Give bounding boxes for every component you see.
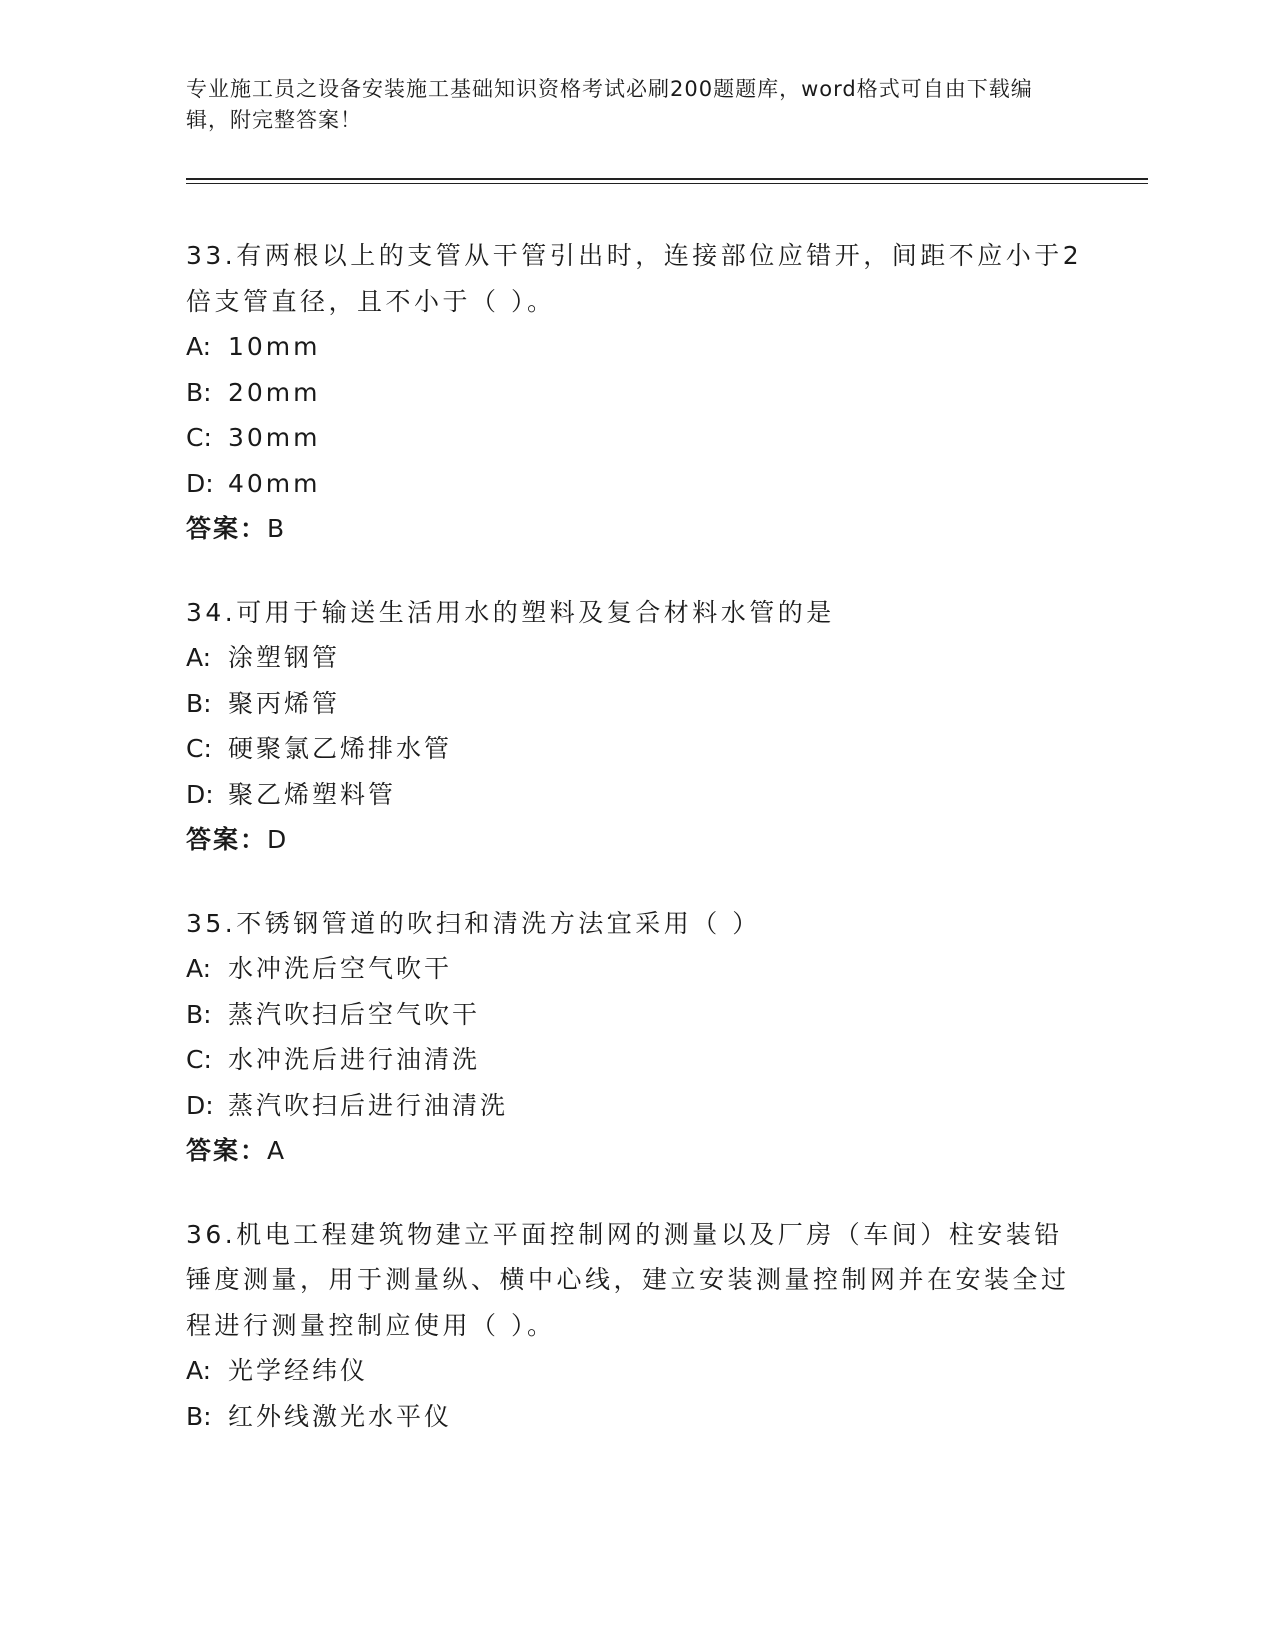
option-a (186, 1348, 1086, 1394)
option-text: 聚丙烯管 (228, 688, 341, 718)
option-d (186, 1083, 1086, 1129)
option-a (186, 946, 1086, 992)
option-text: 40mm (228, 468, 321, 498)
option-text: 聚乙烯塑料管 (228, 779, 397, 809)
option-label: C: (186, 734, 212, 763)
question-list (186, 233, 1086, 1477)
option-text: 水冲洗后进行油清洗 (228, 1045, 481, 1074)
option-label: C: (186, 1045, 212, 1074)
answer-value: B (267, 514, 287, 543)
option-label: A: (186, 954, 212, 983)
option-label: B: (186, 999, 212, 1029)
option-c (186, 1037, 1086, 1083)
option-label: D: (186, 468, 214, 498)
question-stem: 34.可用于输送生活用水的塑料及复合材料水管的是 (186, 597, 835, 627)
option-label: C: (186, 423, 212, 452)
document-header: 专业施工员之设备安装施工基础知识资格考试必刷200题题库，word格式可自由下载编辑，附完整答案！ (186, 77, 1033, 132)
option-c (186, 415, 1086, 461)
option-label: D: (186, 1090, 214, 1120)
question-34 (186, 590, 1086, 863)
answer-line (186, 817, 1086, 863)
option-b (186, 681, 1086, 727)
option-c (186, 726, 1086, 772)
option-label: A: (186, 643, 212, 672)
option-text: 光学经纬仪 (228, 1356, 369, 1385)
answer-line (186, 1128, 1086, 1174)
answer-label: 答案： (186, 825, 268, 854)
option-label: A: (186, 1356, 212, 1385)
option-text: 水冲洗后空气吹干 (228, 954, 453, 983)
option-label: A: (186, 332, 212, 361)
question-stem: 36.机电工程建筑物建立平面控制网的测量以及厂房（车间）柱安装铅锤度测量，用于测量纵、横中心线，建立安装测量控制网并在安装全过程进行测量控制应使用（ ）。 (186, 1219, 1070, 1340)
answer-value: A (267, 1136, 287, 1165)
option-text: 20mm (228, 377, 321, 407)
answer-label: 答案： (186, 1136, 268, 1165)
option-b (186, 1394, 1086, 1440)
option-text: 蒸汽吹扫后进行油清洗 (228, 1090, 509, 1120)
option-label: B: (186, 688, 212, 718)
option-text: 涂塑钢管 (228, 643, 341, 672)
question-36 (186, 1212, 1086, 1440)
option-text: 10mm (228, 332, 321, 361)
option-b (186, 370, 1086, 416)
question-35 (186, 901, 1086, 1174)
header-divider-thick (186, 178, 1148, 180)
option-a (186, 324, 1086, 370)
option-d (186, 772, 1086, 818)
option-text: 蒸汽吹扫后空气吹干 (228, 999, 481, 1029)
option-label: D: (186, 779, 214, 809)
question-stem: 33.有两根以上的支管从干管引出时，连接部位应错开，间距不应小于2倍支管直径，且不小于（ ）。 (186, 241, 1083, 316)
answer-line (186, 506, 1086, 552)
option-a (186, 635, 1086, 681)
answer-label: 答案： (186, 514, 268, 543)
question-stem: 35.不锈钢管道的吹扫和清洗方法宜采用（ ） (186, 908, 761, 938)
option-text: 硬聚氯乙烯排水管 (228, 734, 453, 763)
answer-value: D (267, 825, 289, 854)
option-d (186, 461, 1086, 507)
option-label: B: (186, 377, 212, 407)
option-text: 红外线激光水平仪 (228, 1401, 453, 1431)
option-label: B: (186, 1401, 212, 1431)
option-b (186, 992, 1086, 1038)
question-33 (186, 233, 1086, 552)
option-text: 30mm (228, 423, 321, 452)
header-divider-thin (186, 183, 1148, 184)
